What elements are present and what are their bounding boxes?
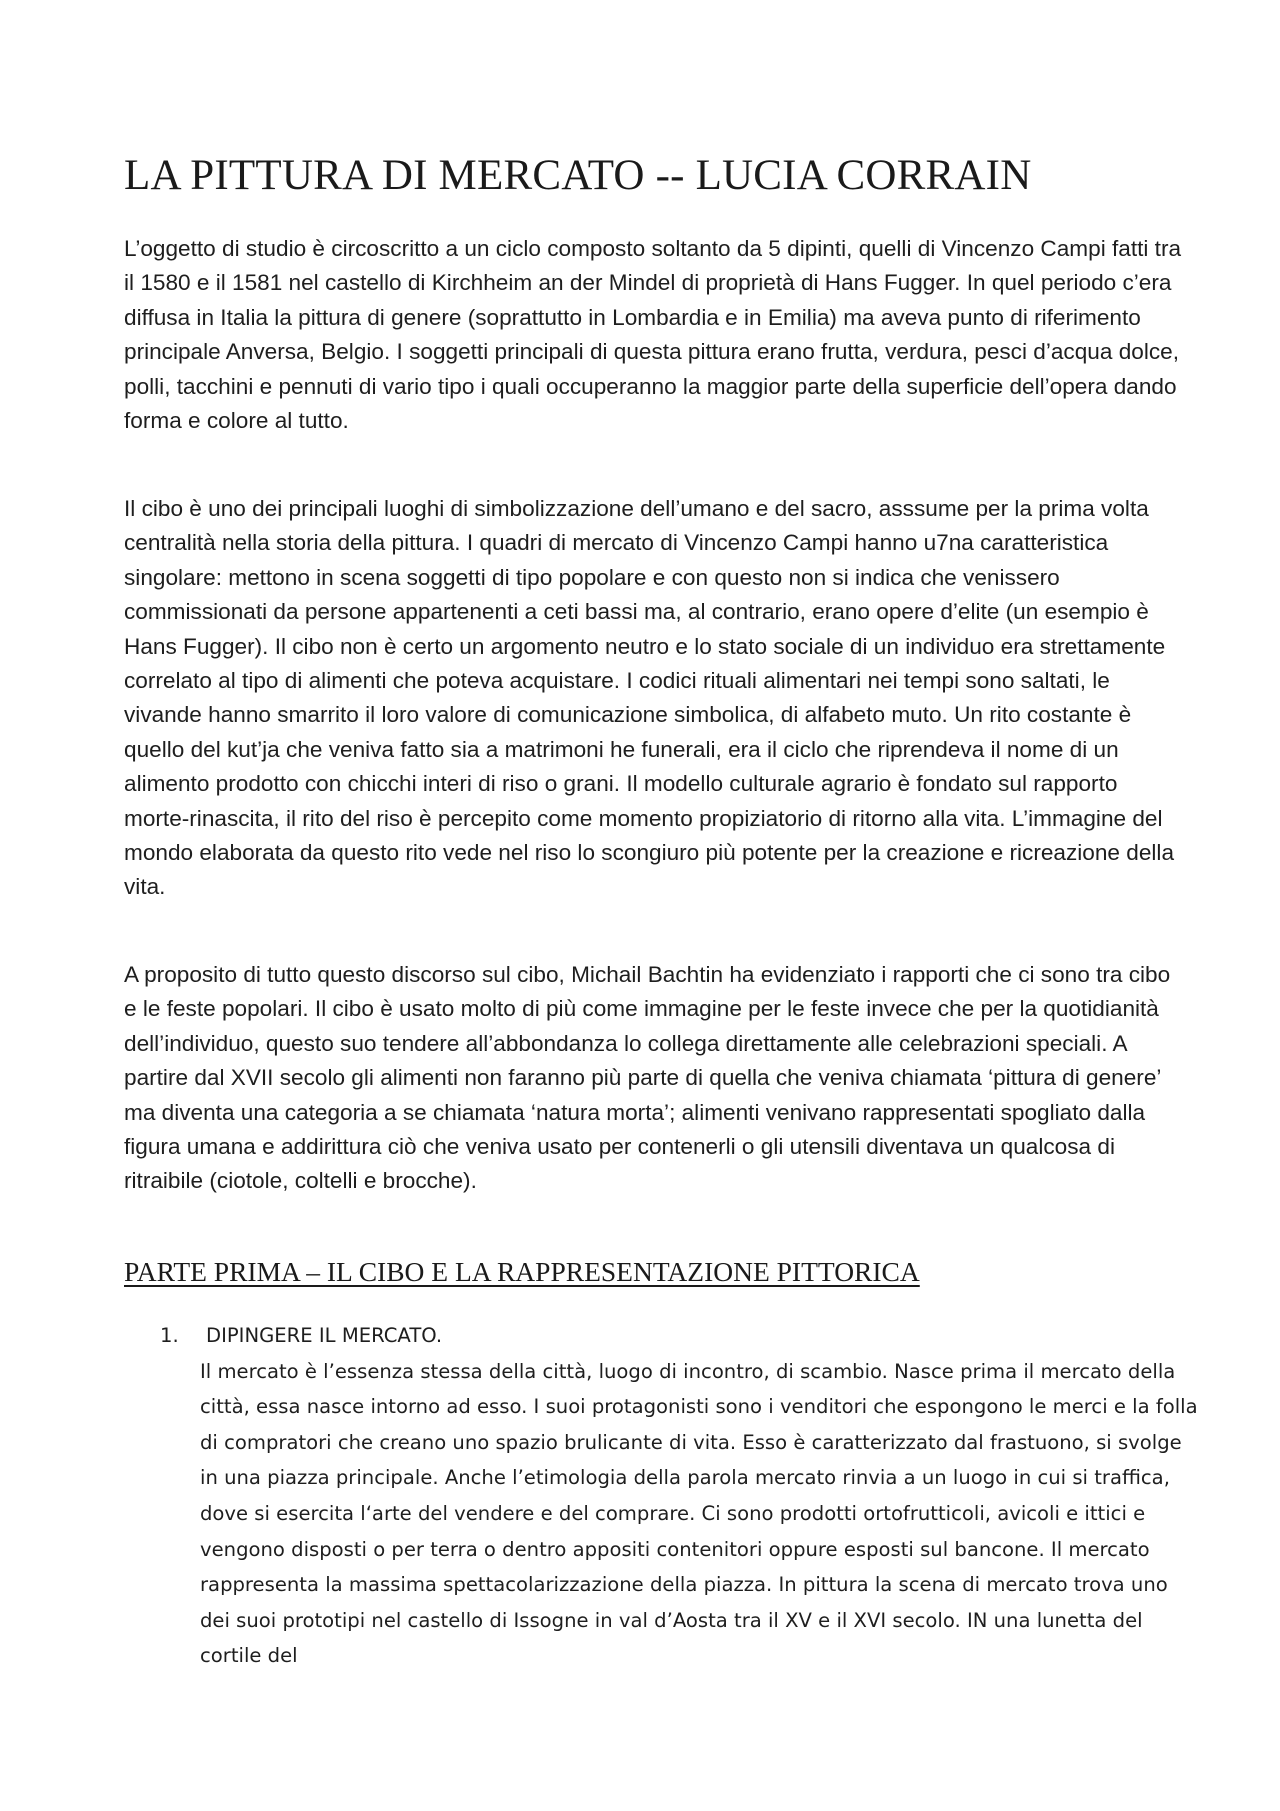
- paragraph-intro: L’oggetto di studio è circoscritto a un ciclo composto soltanto da 5 dipinti, quelli di Vincenzo Campi fatti tra il 1580 e il 1581 nel castello di Kirchheim an der Mindel di proprietà di Hans Fugger. In quel periodo c’era diffusa in Italia la pittura di genere (soprattutto in Lombardia e in Emilia) ma aveva punto di riferimento principale Anversa, Belgio. I soggetti principali di questa pittura erano frutta, verdura, pesci d’acqua dolce, polli, tacchini e pennuti di vario tipo i quali occuperanno la maggior parte della superficie dell’opera dando forma e colore al tutto.: [124, 236, 1182, 434]
- paragraph-bachtin: A proposito di tutto questo discorso sul cibo, Michail Bachtin ha evidenziato i rapporti che ci sono tra cibo e le feste popolari. Il cibo è usato molto di più come immagine per le feste invece che per la quotidianità dell’individuo, questo suo tendere all’abbondanza lo collega direttamente alle celebrazioni speciali. A partire dal XVII secolo gli alimenti non faranno più parte di quella che veniva chiamata ‘pittura di genere’ ma diventa una categoria a se chiamata ‘natura morta’; alimenti venivano rappresentati spogliato dalla figura umana e addirittura ciò che veniva usato per contenerli o gli utensili diventava un qualcosa di ritraibile (ciotole, coltelli e brocche).: [124, 962, 1171, 1194]
- paragraph-food-symbolism: Il cibo è uno dei principali luoghi di simbolizzazione dell’umano e del sacro, asssume per la prima volta centralità nella storia della pittura. I quadri di mercato di Vincenzo Campi hanno u7na caratteristica singolare: mettono in scena soggetti di tipo popolare e con questo non si indica che venissero commissionati da persone appartenenti a ceti bassi ma, al contrario, erano opere d’elite (un esempio è Hans Fugger). Il cibo non è certo un argomento neutro e lo stato sociale di un individuo era strettamente correlato al tipo di alimenti che poteva acquistare. I codici rituali alimentari nei tempi sono saltati, le vivande hanno smarrito il loro valore di comunicazione simbolica, di alfabeto muto. Un rito costante è quello del kut’ja che veniva fatto sia a matrimoni he funerali, era il ciclo che riprendeva il nome di un alimento prodotto con chicchi interi di riso o grani. Il modello culturale agrario è fondato sul rapporto morte-rinascita, il rito del riso è percepito come momento propiziatorio di ritorno alla vita. L’immagine del mondo elaborata da questo rito vede nel riso lo scongiuro più potente per la creazione e ricreazione della vita.: [124, 496, 1175, 900]
- section-heading: PARTE PRIMA – IL CIBO E LA RAPPRESENTAZIONE PITTORICA: [124, 1256, 920, 1287]
- list-item-body: Il mercato è l’essenza stessa della città, luogo di incontro, di scambio. Nasce prima il mercato della città, essa nasce intorno ad esso. I suoi protagonisti sono i venditori che espongono le merci e la folla di compratori che creano uno spazio brulicante di vita. Esso è caratterizzato dal frastuono, si svolge in una piazza principale. Anche l’etimologia della parola mercato rinvia a un luogo in cui si traffica, dove si esercita l‘arte del vendere e del comprare. Ci sono prodotti ortofrutticoli, avicoli e ittici e vengono disposti o per terra o dentro appositi contenitori oppure esposti sul bancone. Il mercato rappresenta la massima spettacolarizzazione della piazza. In pittura la scena di mercato trova uno dei suoi prototipi nel castello di Issogne in val d’Aosta tra il XV e il XVI secolo. IN una lunetta del cortile del: [200, 1359, 1198, 1668]
- document-title: LA PITTURA DI MERCATO -- LUCIA CORRAIN: [124, 152, 1032, 199]
- list-item-heading: DIPINGERE IL MERCATO.: [206, 1324, 443, 1347]
- list-item-number: 1.: [160, 1324, 179, 1347]
